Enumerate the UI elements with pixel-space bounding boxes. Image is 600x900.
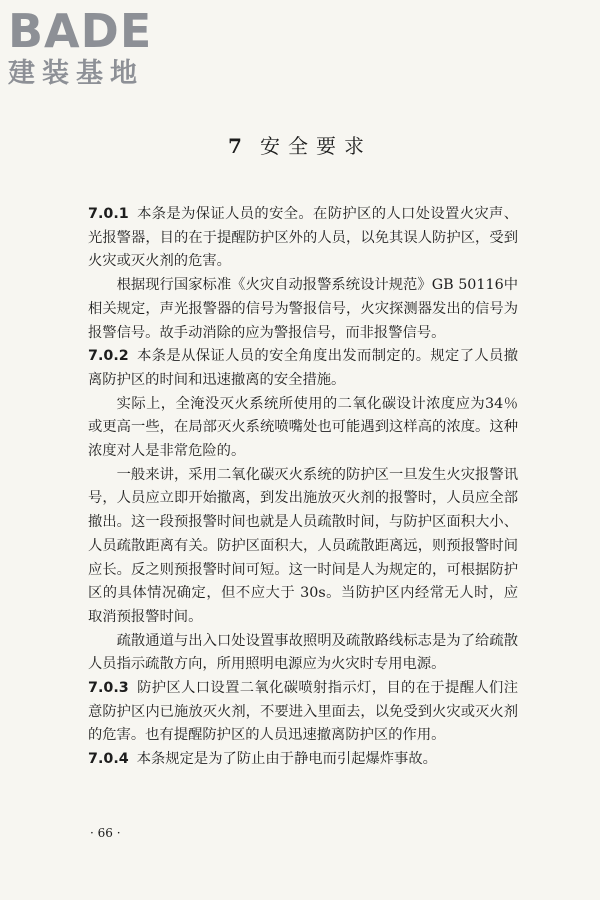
chapter-title: 安全要求 (259, 134, 372, 158)
paragraph: 疏散通道与出入口处设置事故照明及疏散路线标志是为了给疏散人员指示疏散方向，所用照明电源应为火灾时专用电源。 (88, 632, 518, 673)
clause-7-0-1 (88, 203, 518, 274)
logo-subtitle: 建装基地 (8, 58, 144, 89)
paragraph: 一般来讲，采用二氧化碳灭火系统的防护区一旦发生火灾报警讯号，人员应立即开始撤离，到发出施放灭火剂的报警时，人员应全部撤出。这一段预报警时间也就是人员疏散时间，与防护区面积大小、人员疏散距离有关。防护区面积大，人员疏散距离远，则预报警时间应长。反之则预报警时间可短。这一时间是人为规定的，可根据防护区的具体情况确定，但不应大于 30s。当防护区内经常无人时，应取消预报警时间。 (88, 466, 518, 625)
paragraph-text: 本条是从保证人员的安全角度出发而制定的。规定了人员撤离防护区的时间和迅速撤离的安全措施。 (88, 348, 518, 388)
clause-7-0-4 (88, 748, 518, 772)
paragraph-text: 本条是为保证人员的安全。在防护区的人口处设置火灾声、光报警器，目的在于提醒防护区外的人员，以免其误人防护区，受到火灾或灭火剂的危害。 (88, 206, 518, 270)
paragraph-text: 防护区人口设置二氧化碳喷射指示灯，目的在于提醒人们注意防护区内已施放灭火剂，不要进入里面去，以免受到火灾或灭火剂的危害。也有提醒防护区的人员迅速撤离防护区的作用。 (88, 680, 518, 744)
section-number: 7.0.1 (88, 206, 129, 222)
section-number: 7.0.3 (88, 680, 129, 697)
paragraph: 根据现行国家标准《火灾自动报警系统设计规范》GB 50116中相关规定，声光报警器的信号为警报信号，火灾探测器发出的信号为报警信号。故手动消除的应为警报信号，而非报警信号。 (88, 277, 518, 341)
paragraph-text: 本条规定是为了防止由于静电而引起爆炸事故。 (136, 751, 437, 768)
page-number: · 66 · (90, 826, 121, 840)
chapter-heading (0, 130, 600, 159)
body-text (88, 203, 518, 772)
clause-7-0-3 (88, 677, 518, 748)
section-number: 7.0.2 (88, 348, 129, 365)
clause-7-0-2 (88, 345, 518, 392)
section-number: 7.0.4 (88, 751, 129, 768)
chapter-number: 7 (228, 134, 250, 158)
logo-word: BADE (8, 4, 153, 58)
logo (8, 6, 152, 90)
paragraph: 实际上，全淹没灭火系统所使用的二氧化碳设计浓度应为34％或更高一些，在局部灭火系统喷嘴处也可能遇到这样高的浓度。这种浓度对人是非常危险的。 (88, 395, 518, 460)
